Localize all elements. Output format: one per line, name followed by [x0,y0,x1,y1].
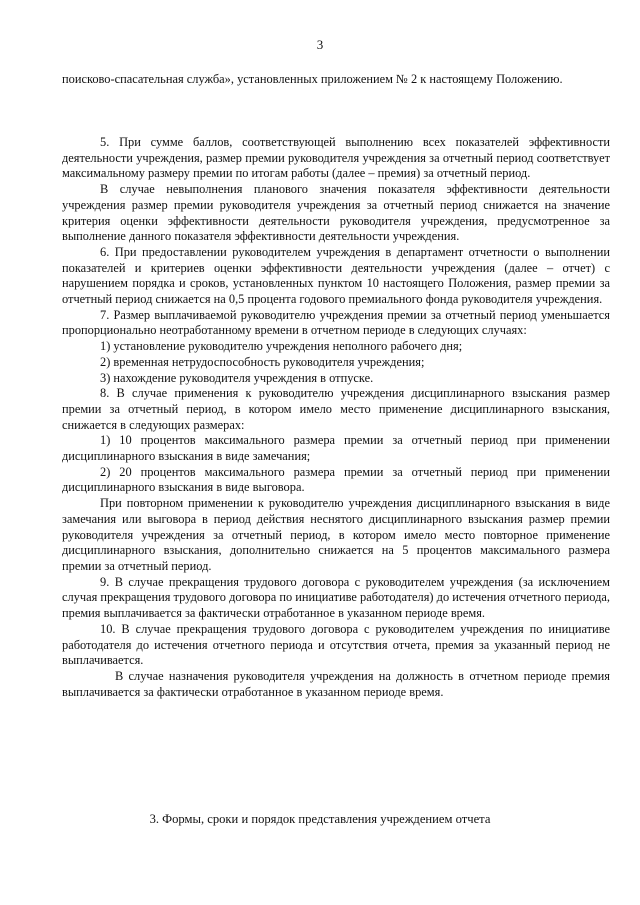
intro-paragraph: поисково-спасательная служба», установленных приложением № 2 к настоящему Положению. [62,72,563,86]
intro-block [62,72,610,88]
paragraph-8-continued: При повторном применении к руководителю учреждения дисциплинарного взыскания в виде замечания или выговора в период действия неснятого дисциплинарного взыскания размер премии руководителя учреждения за отчетный период, в котором имело место повторное применение дисциплинарного взыскания, дополнительно снижается на 5 процентов максимального размера премии за отчетный период. [62,496,610,573]
list-item: 3) нахождение руководителя учреждения в отпуске. [100,370,374,385]
list-item: 2) 20 процентов максимального размера премии за отчетный период при применении дисциплинарного взыскания в виде выговора. [62,464,610,495]
paragraph-7: 7. Размер выплачиваемой руководителю учреждения премии за отчетный период уменьшается пропорционально неотработанному времени в отчетном периоде в следующих случаях: [62,307,610,338]
paragraph-10: 10. В случае прекращения трудового договора с руководителем учреждения по инициативе работодателя до истечения отчетного периода и отсутствия отчета, премия за указанный период не выплачивается. [62,621,610,668]
list-item: 1) установление руководителю учреждения неполного рабочего дня; [100,339,463,354]
document-body [62,135,610,700]
list-item: 2) временная нетрудоспособность руководителя учреждения; [100,354,425,369]
list-item: 1) 10 процентов максимального размера премии за отчетный период при применении дисциплинарного взыскания в виде замечания; [62,433,610,464]
section-heading: 3. Формы, сроки и порядок представления учреждением отчета [149,812,491,826]
paragraph-8: 8. В случае применения к руководителю учреждения дисциплинарного взыскания размер премии за отчетный период, в котором имело место применение дисциплинарного взыскания, снижается в следующих размерах: [62,386,610,432]
paragraph-6: 6. При предоставлении руководителем учреждения в департамент отчетности о выполнении показателей и критериев оценки эффективности деятельности учреждения (далее – отчет) с нарушением порядка и сроков, установленных пунктом 10 настоящего Положения, размер премии за отчетный период снижается на 0,5 процента годового премиального фонда руководителя учреждения. [62,244,610,307]
paragraph-5-continued: В случае невыполнения планового значения показателя эффективности деятельности учреждения размер премии руководителя учреждения за отчетный период снижается на значение критерия оценки эффективности деятельности руководителя учреждения, предусмотренное за выполнение данного показателя эффективности деятельности учреждения. [62,182,610,244]
paragraph-10-continued: В случае назначения руководителя учреждения на должность в отчетном периоде премия выплачивается за фактически отработанное в указанном периоде время. [62,668,610,699]
paragraph-5: 5. При сумме баллов, соответствующей выполнению всех показателей эффективности деятельности учреждения, размер премии руководителя учреждения за отчетный период соответствует максимальному размеру премии по итогам работы (далее – премия) за отчетный период. [62,135,610,181]
page-number: 3 [316,37,324,52]
paragraph-9: 9. В случае прекращения трудового договора с руководителем учреждения (за исключением случая прекращения трудового договора по инициативе работодателя) до истечения отчетного периода, премия выплачивается за фактически отработанное в указанном периоде время. [62,574,610,621]
